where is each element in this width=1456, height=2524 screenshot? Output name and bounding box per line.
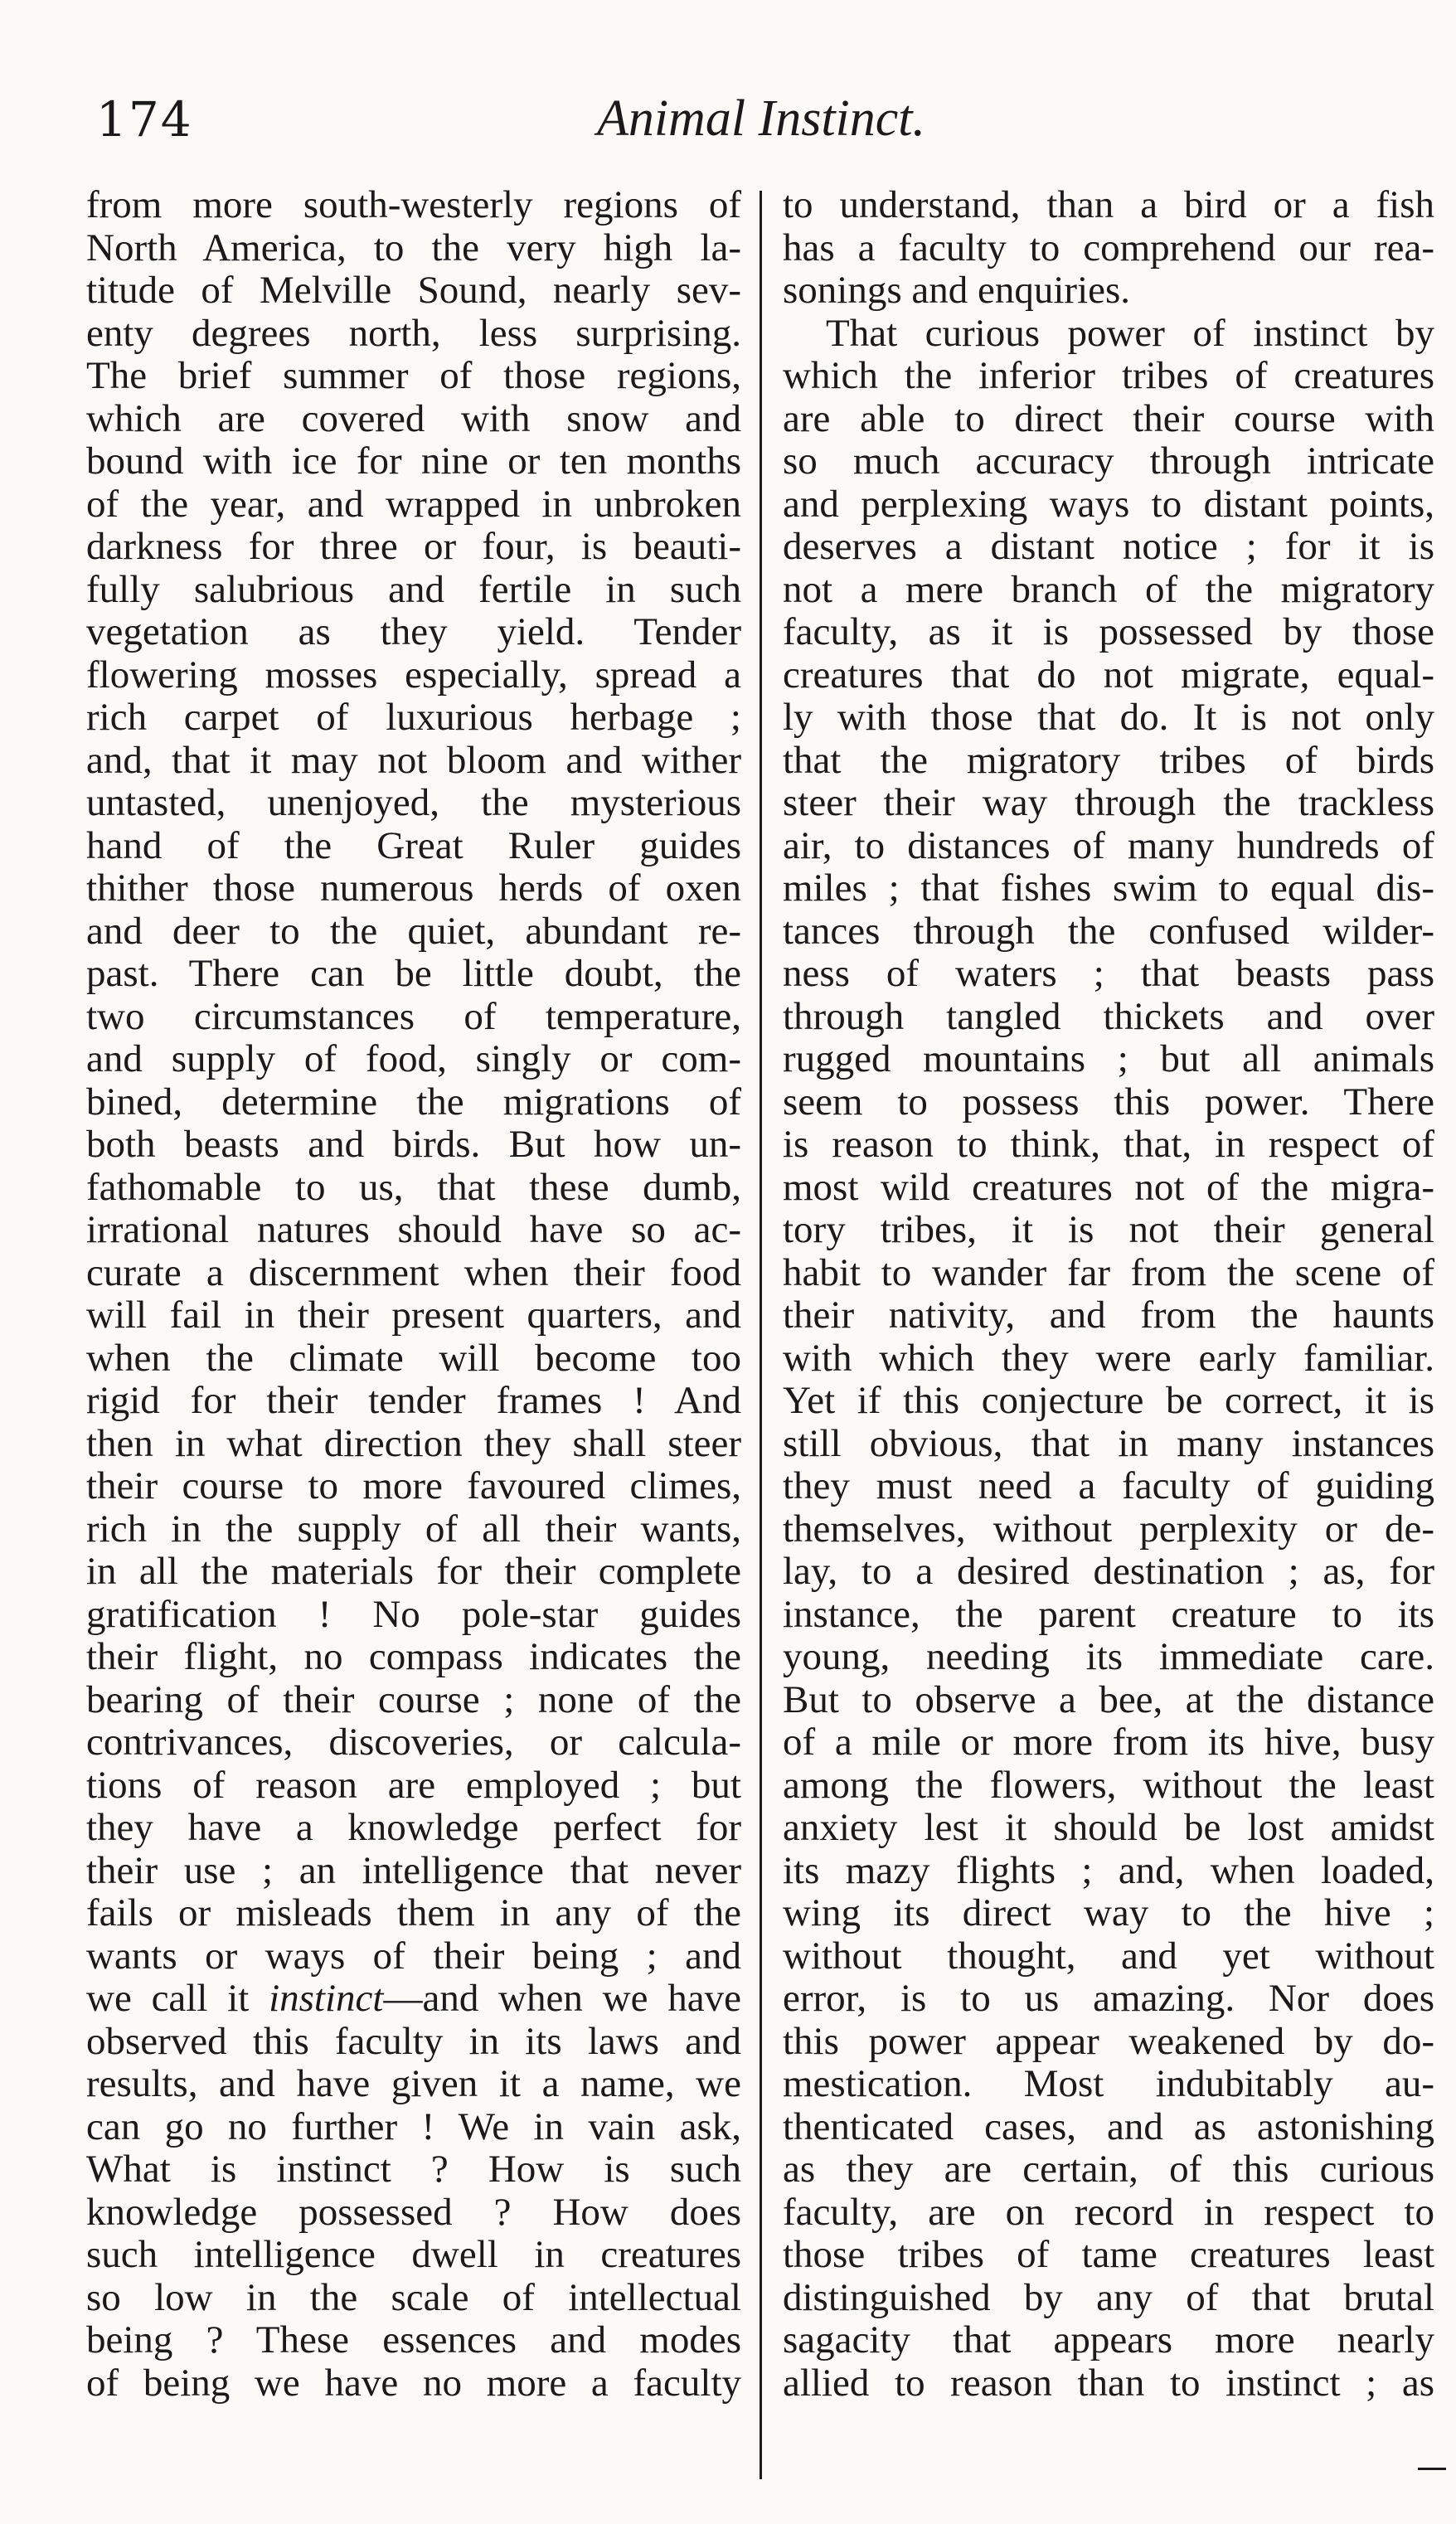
text-line: they have a knowledge perfect for <box>86 1806 741 1849</box>
text-line: not a mere branch of the migratory <box>783 567 1434 611</box>
text-line: North America, to the very high la- <box>86 226 741 269</box>
text-line: sagacity that appears more nearly <box>783 2318 1434 2361</box>
text-line: themselves, without perplexity or de- <box>783 1507 1434 1551</box>
text-line: in all the materials for their complete <box>86 1550 741 1593</box>
text-line: fully salubrious and fertile in such <box>86 567 741 611</box>
text-line: darkness for three or four, is beauti- <box>86 525 741 568</box>
text-line: those tribes of tame creatures least <box>783 2233 1434 2276</box>
text-line: untasted, unenjoyed, the mysterious <box>86 781 741 824</box>
text-line: vegetation as they yield. Tender <box>86 610 741 653</box>
text-line: when the climate will become too <box>86 1336 741 1380</box>
text-line: deserves a distant notice ; for it is <box>783 525 1434 568</box>
text-line: which the inferior tribes of creatures <box>783 354 1434 397</box>
text-line: so low in the scale of intellectual <box>86 2275 741 2319</box>
text-line: bined, determine the migrations of <box>86 1080 741 1124</box>
text-line: from more south-westerly regions of <box>86 183 741 226</box>
text-line: their course to more favoured climes, <box>86 1464 741 1507</box>
text-line: distinguished by any of that brutal <box>783 2275 1434 2319</box>
text-line: But to observe a bee, at the distance <box>783 1677 1434 1721</box>
text-line: being ? These essences and modes <box>86 2318 741 2361</box>
text-line: creatures that do not migrate, equal- <box>783 653 1434 697</box>
text-line: to understand, than a bird or a fish <box>783 183 1434 226</box>
text-line: wants or ways of their being ; and <box>86 1934 741 1978</box>
text-line: error, is to us amazing. Nor does <box>783 1977 1434 2020</box>
text-line: its mazy flights ; and, when loaded, <box>783 1848 1434 1892</box>
page-number: 174 <box>96 91 193 148</box>
text-line: this power appear weakened by do- <box>783 2019 1434 2063</box>
text-line: and perplexing ways to distant points, <box>783 482 1434 526</box>
text-line: lay, to a desired destination ; as, for <box>783 1550 1434 1593</box>
text-line: and supply of food, singly or com- <box>86 1037 741 1080</box>
text-line: through tangled thickets and over <box>783 994 1434 1038</box>
text-line: so much accuracy through intricate <box>783 439 1434 483</box>
text-line: such intelligence dwell in creatures <box>86 2233 741 2276</box>
text-line: allied to reason than to instinct ; as <box>783 2361 1434 2405</box>
text-line: mestication. Most indubitably au- <box>783 2062 1434 2105</box>
text-line: is reason to think, that, in respect of <box>783 1123 1434 1166</box>
text-line: enty degrees north, less surprising. <box>86 311 741 355</box>
text-line: has a faculty to comprehend our rea- <box>783 226 1434 269</box>
text-line: observed this faculty in its laws and <box>86 2019 741 2063</box>
text-line: thenticated cases, and as astonishing <box>783 2104 1434 2148</box>
text-line: fails or misleads them in any of the <box>86 1891 741 1934</box>
right-text-column <box>783 184 1434 2405</box>
text-line: Yet if this conjecture be correct, it is <box>783 1379 1434 1422</box>
text-line: among the flowers, without the least <box>783 1763 1434 1807</box>
text-line: irrational natures should have so ac- <box>86 1208 741 1251</box>
text-line: and deer to the quiet, abundant re- <box>86 909 741 953</box>
text-line: knowledge possessed ? How does <box>86 2190 741 2234</box>
text-line: titude of Melville Sound, nearly sev- <box>86 269 741 312</box>
text-line: gratification ! No pole-star guides <box>86 1592 741 1636</box>
text-line: we call it instinct—and when we have <box>86 1977 741 2020</box>
text-line: contrivances, discoveries, or calcula- <box>86 1721 741 1764</box>
text-line: bearing of their course ; none of the <box>86 1677 741 1721</box>
text-line: that the migratory tribes of birds <box>783 738 1434 782</box>
text-line: with which they were early familiar. <box>783 1336 1434 1380</box>
text-line: hand of the Great Ruler guides <box>86 823 741 867</box>
text-line: rich carpet of luxurious herbage ; <box>86 696 741 739</box>
text-line: steer their way through the trackless <box>783 781 1434 824</box>
printer-mark <box>1418 2468 1446 2470</box>
text-line: still obvious, that in many instances <box>783 1421 1434 1465</box>
text-line: seem to possess this power. There <box>783 1080 1434 1124</box>
text-line: two circumstances of temperature, <box>86 994 741 1038</box>
text-line: habit to wander far from the scene of <box>783 1250 1434 1294</box>
text-line: without thought, and yet without <box>783 1934 1434 1978</box>
text-line: sonings and enquiries. <box>783 269 1131 312</box>
left-text-column <box>86 184 741 2405</box>
text-line: as they are certain, of this curious <box>783 2148 1434 2191</box>
text-line: can go no further ! We in vain ask, <box>86 2104 741 2148</box>
text-line: fathomable to us, that these dumb, <box>86 1165 741 1209</box>
text-line: rigid for their tender frames ! And <box>86 1379 741 1422</box>
text-line: rich in the supply of all their wants, <box>86 1507 741 1551</box>
text-line: bound with ice for nine or ten months <box>86 439 741 483</box>
text-line: What is instinct ? How is such <box>86 2148 741 2191</box>
text-line: curate a discernment when their food <box>86 1250 741 1294</box>
text-line: their use ; an intelligence that never <box>86 1848 741 1892</box>
text-line: past. There can be little doubt, the <box>86 952 741 995</box>
text-line: air, to distances of many hundreds of <box>783 823 1434 867</box>
text-line: results, and have given it a name, we <box>86 2062 741 2105</box>
text-line: tions of reason are employed ; but <box>86 1763 741 1807</box>
text-line: they must need a faculty of guiding <box>783 1464 1434 1507</box>
text-line: then in what direction they shall steer <box>86 1421 741 1465</box>
text-line: faculty, as it is possessed by those <box>783 610 1434 653</box>
text-line: faculty, are on record in respect to <box>783 2190 1434 2234</box>
text-line: instance, the parent creature to its <box>783 1592 1434 1636</box>
text-line: That curious power of instinct by <box>826 311 1434 355</box>
text-line: of the year, and wrapped in unbroken <box>86 482 741 526</box>
text-line: The brief summer of those regions, <box>86 354 741 397</box>
text-line: ness of waters ; that beasts pass <box>783 952 1434 995</box>
italic-term: instinct <box>269 1977 384 2020</box>
text-line: their flight, no compass indicates the <box>86 1635 741 1678</box>
text-line: are able to direct their course with <box>783 396 1434 440</box>
text-line: their nativity, and from the haunts <box>783 1294 1434 1337</box>
text-line: tances through the confused wilder- <box>783 909 1434 953</box>
running-title: Animal Instinct. <box>596 90 926 147</box>
text-line: wing its direct way to the hive ; <box>783 1891 1434 1934</box>
text-line: rugged mountains ; but all animals <box>783 1037 1434 1080</box>
text-line: of being we have no more a faculty <box>86 2361 741 2405</box>
text-line: ly with those that do. It is not only <box>783 696 1434 739</box>
text-line: tory tribes, it is not their general <box>783 1208 1434 1251</box>
text-line: miles ; that fishes swim to equal dis- <box>783 866 1434 910</box>
column-divider <box>760 191 762 2479</box>
text-line: thither those numerous herds of oxen <box>86 866 741 910</box>
text-line: both beasts and birds. But how un- <box>86 1123 741 1166</box>
text-line: flowering mosses especially, spread a <box>86 653 741 697</box>
text-line: which are covered with snow and <box>86 396 741 440</box>
text-line: most wild creatures not of the migra- <box>783 1165 1434 1209</box>
text-line: anxiety lest it should be lost amidst <box>783 1806 1434 1849</box>
text-line: young, needing its immediate care. <box>783 1635 1434 1678</box>
text-line: and, that it may not bloom and wither <box>86 738 741 782</box>
text-line: will fail in their present quarters, and <box>86 1294 741 1337</box>
text-line: of a mile or more from its hive, busy <box>783 1721 1434 1764</box>
